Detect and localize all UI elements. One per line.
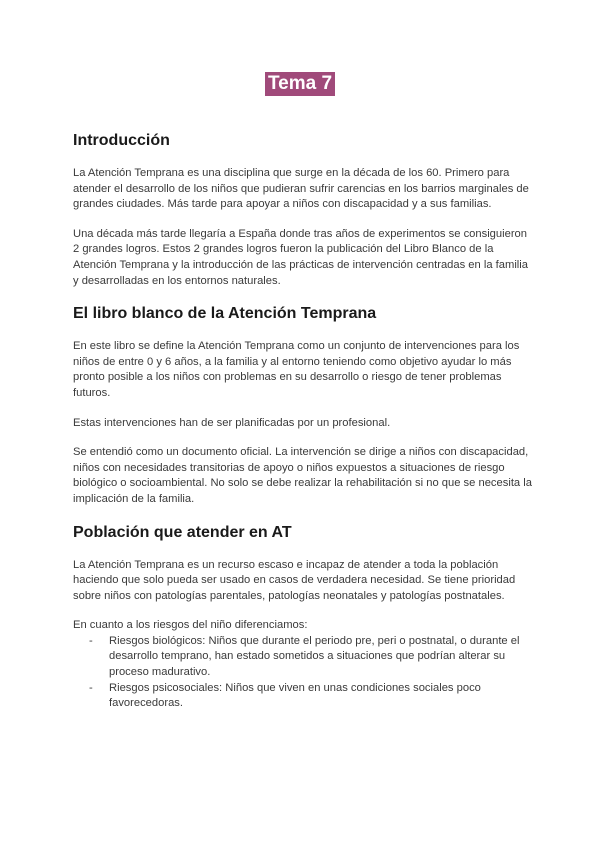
- paragraph: Una década más tarde llegaría a España donde tras años de experimentos se consiguieron 2 grandes logros. Estos 2 grandes logros fueron la publicación del Libro Blanco de la Atención Temprana y la introducción de las prácticas de intervención centradas en la familia y desarrolladas en los entornos naturales.: [73, 227, 529, 287]
- list-item: [89, 634, 533, 681]
- title-wrap: [0, 72, 600, 96]
- paragraph: La Atención Temprana es una disciplina que surge en la década de los 60. Primero para atender el desarrollo de los niños que pudieran sufrir carencias en los barrios marginales de grandes ciudades. Más tarde para apoyar a niños con discapacidad y a sus familias.: [73, 167, 529, 211]
- section-libro-blanco: [73, 303, 533, 507]
- page-title: Tema 7: [265, 72, 335, 96]
- section-introduccion: [73, 130, 533, 289]
- paragraph: La Atención Temprana es un recurso escaso e incapaz de atender a toda la población haciendo que solo pueda ser usado en casos de verdadera necesidad. Se tiene prioridad sobre niños con patologías parentales, patologías neonatales y patologías postnatales.: [73, 558, 516, 602]
- risk-list: [73, 634, 533, 712]
- section-heading: Introducción: [73, 132, 170, 149]
- paragraph: Estas intervenciones han de ser planificadas por un profesional.: [73, 416, 391, 429]
- paragraph: En cuanto a los riesgos del niño diferenciamos:: [73, 619, 308, 632]
- section-poblacion: [73, 522, 533, 712]
- paragraph: En este libro se define la Atención Temprana como un conjunto de intervenciones para los niños de entre 0 y 6 años, a la familia y al entorno teniendo como objetivo ayudar lo más pronto posible a los niños con problemas en su desarrollo o riesgo de tener problemas futuros.: [73, 340, 520, 399]
- document-body: [73, 130, 533, 712]
- list-item-text: Riesgos psicosociales: Niños que viven en unas condiciones sociales poco favorecedoras.: [109, 681, 481, 710]
- section-heading: El libro blanco de la Atención Temprana: [73, 305, 377, 323]
- dash-bullet: -: [89, 681, 93, 694]
- list-item: [89, 681, 533, 712]
- dash-bullet: -: [89, 634, 93, 647]
- section-heading: Población que atender en AT: [73, 523, 292, 541]
- paragraph: Se entendió como un documento oficial. La intervención se dirige a niños con discapacidad, niños con necesidades transitorias de apoyo o niños expuestos a situaciones de riesgo biológico o socioambiental. No solo se debe realizar la rehabilitación si no que se necesita la implicación de la familia.: [73, 446, 532, 505]
- list-item-text: Riesgos biológicos: Niños que durante el periodo pre, peri o postnatal, o durante el desarrollo temprano, han estado sometidos a situaciones que podrían alterar su proceso madurativo.: [109, 634, 520, 679]
